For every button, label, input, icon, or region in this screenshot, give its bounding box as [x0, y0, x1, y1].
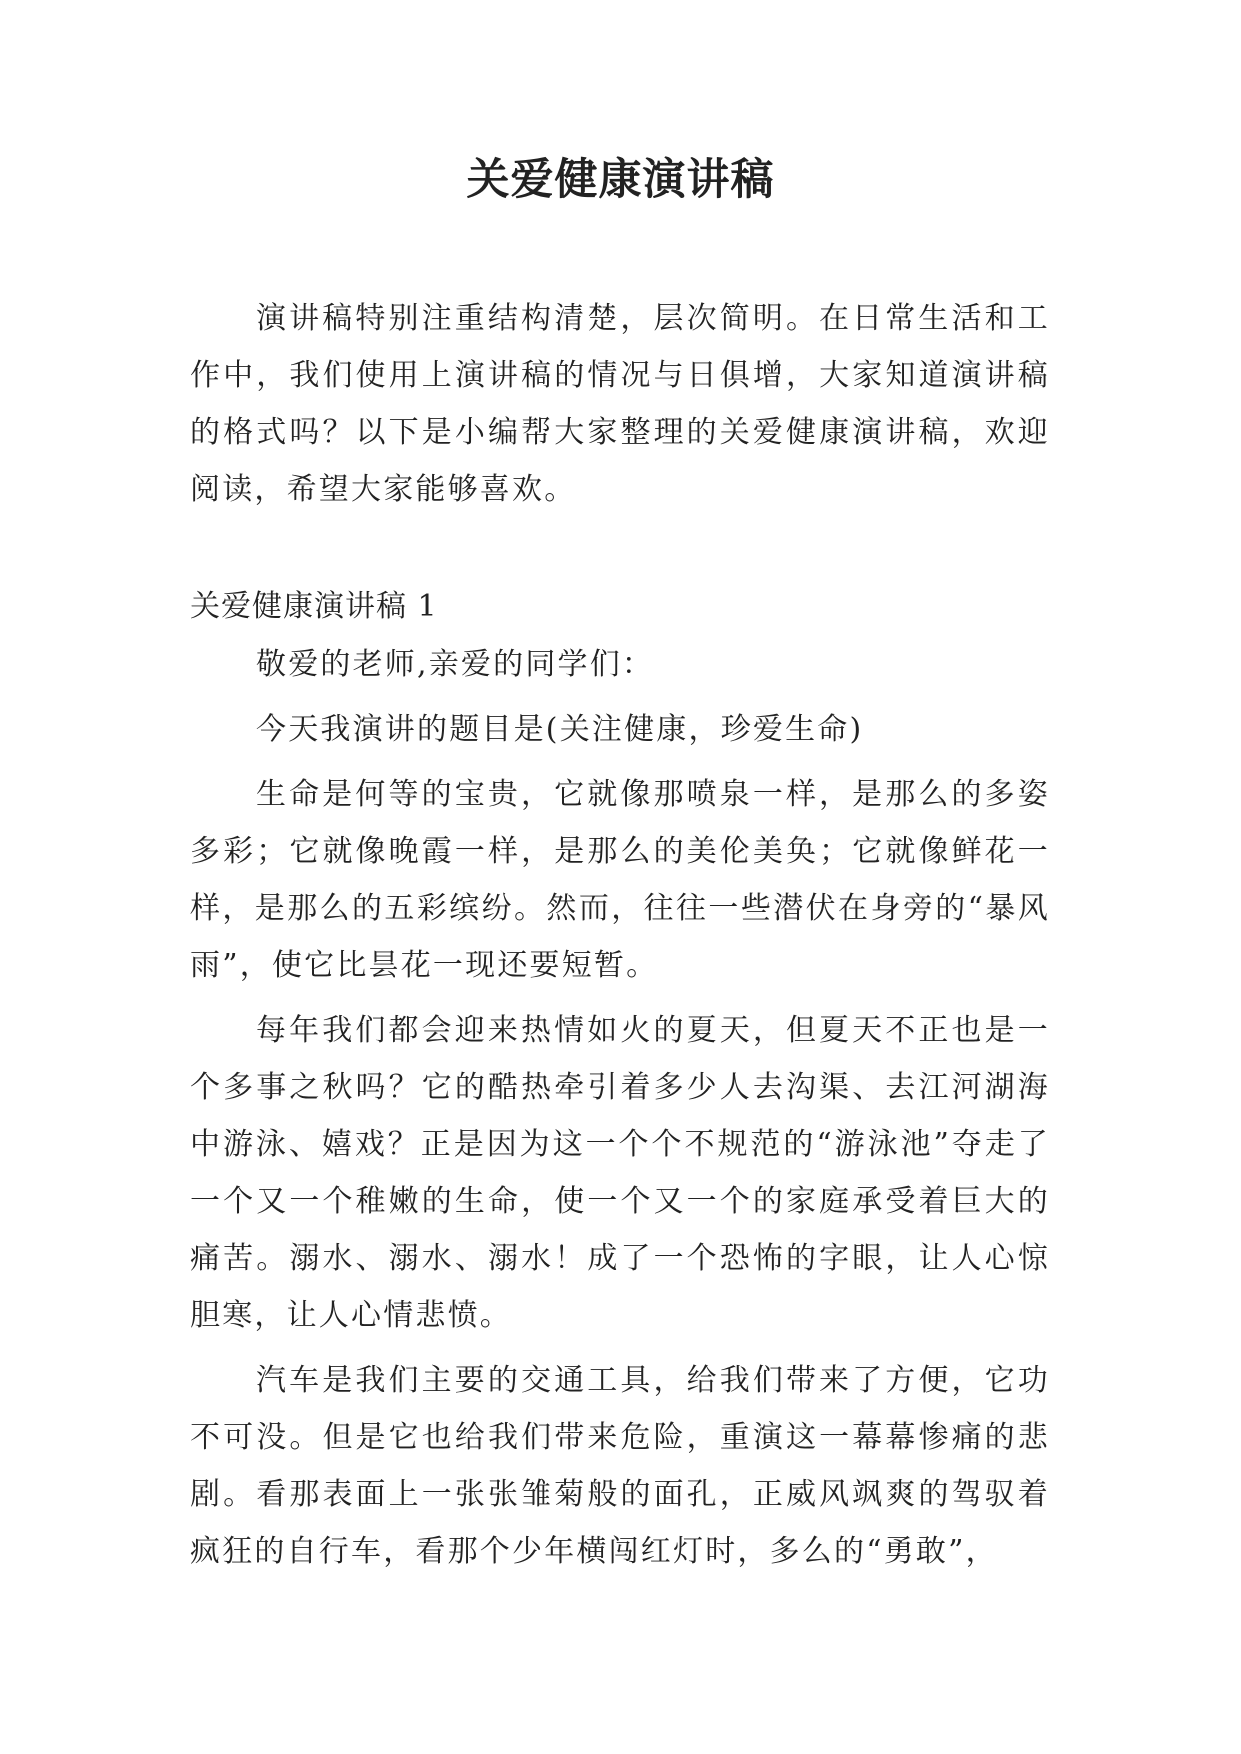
document-title: 关爱健康演讲稿 — [466, 155, 775, 205]
section-heading: 关爱健康演讲稿 1 — [190, 589, 438, 624]
salutation-paragraph: 敬爱的老师,亲爱的同学们： — [256, 647, 655, 682]
body-paragraph: 生命是何等的宝贵，它就像那喷泉一样，是那么的多姿多彩；它就像晚霞一样，是那么的美伦美奂；它就像鲜花一样，是那么的五彩缤纷。然而，往往一些潜伏在身旁的“暴风雨”，使它比昙花一现还要短暂。 — [190, 777, 1050, 983]
body-paragraph: 每年我们都会迎来热情如火的夏天，但夏天不正也是一个多事之秋吗？它的酷热牵引着多少人去沟渠、去江河湖海中游泳、嬉戏？正是因为这一个个不规范的“游泳池”夺走了一个又一个稚嫩的生命，使一个又一个的家庭承受着巨大的痛苦。溺水、溺水、溺水！成了一个恐怖的字眼，让人心惊胆寒，让人心情悲愤。 — [190, 1013, 1050, 1333]
body-paragraph: 汽车是我们主要的交通工具，给我们带来了方便，它功不可没。但是它也给我们带来危险，重演这一幕幕惨痛的悲剧。看那表面上一张张雏菊般的面孔，正威风飒爽的驾驭着疯狂的自行车，看那个少年横闯红灯时，多么的“勇敢”， — [190, 1363, 1050, 1569]
speech-topic-paragraph: 今天我演讲的题目是(关注健康，珍爱生命) — [256, 712, 864, 747]
intro-paragraph: 演讲稿特别注重结构清楚，层次简明。在日常生活和工作中，我们使用上演讲稿的情况与日俱增，大家知道演讲稿的格式吗？以下是小编帮大家整理的关爱健康演讲稿，欢迎阅读，希望大家能够喜欢。 — [190, 301, 1050, 507]
speech-body — [190, 636, 1050, 1588]
